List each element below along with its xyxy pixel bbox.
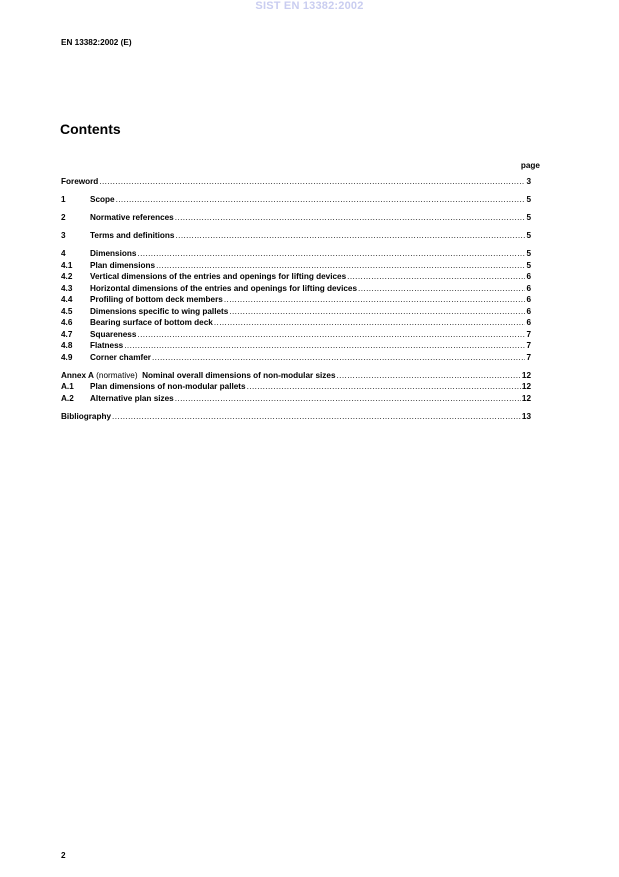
dot-leader xyxy=(124,340,525,352)
toc-entry-title: Alternative plan sizes xyxy=(90,393,174,403)
toc-entry-title: Corner chamfer xyxy=(90,352,151,362)
annex-title: Nominal overall dimensions of non-modular sizes xyxy=(137,370,336,380)
toc-entry-number: 4 xyxy=(61,249,66,258)
toc-entry-title: Dimensions xyxy=(90,249,137,258)
toc-entry-number: 4.3 xyxy=(61,283,73,293)
toc-entry-page: 6 xyxy=(526,295,531,304)
dot-leader xyxy=(224,294,526,306)
toc-entry[interactable] xyxy=(61,176,531,188)
toc-entry-title: Squareness xyxy=(90,329,137,339)
toc-entry-title: Horizontal dimensions of the entries and openings for lifting devices xyxy=(90,283,358,293)
toc-entry-title: Terms and definitions xyxy=(90,231,175,240)
toc-entry-number: A.2 xyxy=(61,393,74,403)
toc-entry-title: Foreword xyxy=(61,177,99,186)
toc-entry[interactable] xyxy=(61,329,531,341)
toc-entry[interactable] xyxy=(61,260,531,272)
toc-entry[interactable] xyxy=(61,393,531,405)
toc-entry-number: 2 xyxy=(61,213,66,222)
toc-entry-page: 7 xyxy=(526,352,531,362)
dot-leader xyxy=(358,283,525,295)
toc-entry-number: 4.5 xyxy=(61,306,73,316)
toc-entry-title: Plan dimensions xyxy=(90,260,156,270)
toc-entry-page: 5 xyxy=(526,195,531,204)
page-column-label: page xyxy=(520,161,540,170)
toc-entry-title: Vertical dimensions of the entries and openings for lifting devices xyxy=(90,272,347,281)
toc-entry-page: 5 xyxy=(526,260,531,270)
annex-label: Annex A xyxy=(61,370,94,380)
toc-entry-page: 7 xyxy=(526,329,531,339)
toc-entry-page: 7 xyxy=(526,341,531,350)
dot-leader xyxy=(112,411,521,423)
toc-entry-number: 3 xyxy=(61,231,66,240)
toc-entry[interactable] xyxy=(61,352,531,364)
dot-leader xyxy=(152,352,525,364)
toc-entry[interactable] xyxy=(61,230,531,242)
toc-entry-page: 6 xyxy=(526,306,531,316)
toc-entry[interactable] xyxy=(61,283,531,295)
toc-entry[interactable] xyxy=(61,381,531,393)
toc-entry-page: 5 xyxy=(526,249,531,258)
toc-entry[interactable] xyxy=(61,370,531,382)
toc-entry-page: 12 xyxy=(521,382,531,391)
toc-entry-number: 1 xyxy=(61,195,66,204)
dot-leader xyxy=(347,271,525,283)
dot-leader xyxy=(247,381,521,393)
toc-entry[interactable] xyxy=(61,340,531,352)
watermark: SIST EN 13382:2002 xyxy=(255,0,364,12)
dot-leader xyxy=(229,306,525,318)
contents-heading: Contents xyxy=(60,121,121,137)
toc-entry-title: Flatness xyxy=(90,341,124,350)
toc-entry-title: Scope xyxy=(90,195,115,204)
toc-entry[interactable] xyxy=(61,411,531,423)
toc-entry-number: 4.6 xyxy=(61,318,73,327)
toc-entry-page: 6 xyxy=(526,318,531,327)
table-of-contents xyxy=(61,176,531,422)
toc-entry-title: Dimensions specific to wing pallets xyxy=(90,306,229,316)
toc-entry-number: 4.2 xyxy=(61,272,73,281)
toc-entry-title: Profiling of bottom deck members xyxy=(90,295,223,304)
toc-entry-page: 12 xyxy=(521,370,531,380)
toc-entry[interactable] xyxy=(61,271,531,283)
annex-type: (normative) xyxy=(93,370,138,380)
document-id-header: EN 13382:2002 (E) xyxy=(61,38,132,47)
toc-entry-page: 13 xyxy=(521,411,531,421)
toc-entry-title xyxy=(61,370,336,382)
dot-leader xyxy=(137,248,525,260)
toc-entry-number: 4.7 xyxy=(61,329,73,339)
dot-leader xyxy=(175,393,521,405)
dot-leader xyxy=(175,230,525,242)
toc-entry-page: 5 xyxy=(526,213,531,222)
toc-entry[interactable] xyxy=(61,212,531,224)
toc-entry[interactable] xyxy=(61,306,531,318)
dot-leader xyxy=(337,370,521,382)
toc-entry-page: 6 xyxy=(526,283,531,293)
toc-entry-number: 4.8 xyxy=(61,341,73,350)
dot-leader xyxy=(116,194,526,206)
toc-entry-title: Bibliography xyxy=(61,411,112,421)
page-number: 2 xyxy=(61,851,66,860)
toc-entry-title: Bearing surface of bottom deck xyxy=(90,318,213,327)
toc-entry-page: 12 xyxy=(521,393,531,403)
toc-entry[interactable] xyxy=(61,317,531,329)
toc-entry[interactable] xyxy=(61,294,531,306)
toc-entry-number: 4.1 xyxy=(61,260,73,270)
toc-entry-number: 4.4 xyxy=(61,295,73,304)
toc-entry-title: Plan dimensions of non-modular pallets xyxy=(90,382,246,391)
toc-entry-page: 6 xyxy=(526,272,531,281)
toc-entry-number: 4.9 xyxy=(61,352,73,362)
toc-entry-page: 5 xyxy=(526,231,531,240)
toc-entry-title: Normative references xyxy=(90,213,174,222)
dot-leader xyxy=(175,212,526,224)
dot-leader xyxy=(214,317,526,329)
toc-entry[interactable] xyxy=(61,248,531,260)
dot-leader xyxy=(156,260,525,272)
toc-entry-page: 3 xyxy=(526,177,531,186)
dot-leader xyxy=(99,176,525,188)
dot-leader xyxy=(137,329,525,341)
toc-entry-number: A.1 xyxy=(61,382,74,391)
toc-entry[interactable] xyxy=(61,194,531,206)
